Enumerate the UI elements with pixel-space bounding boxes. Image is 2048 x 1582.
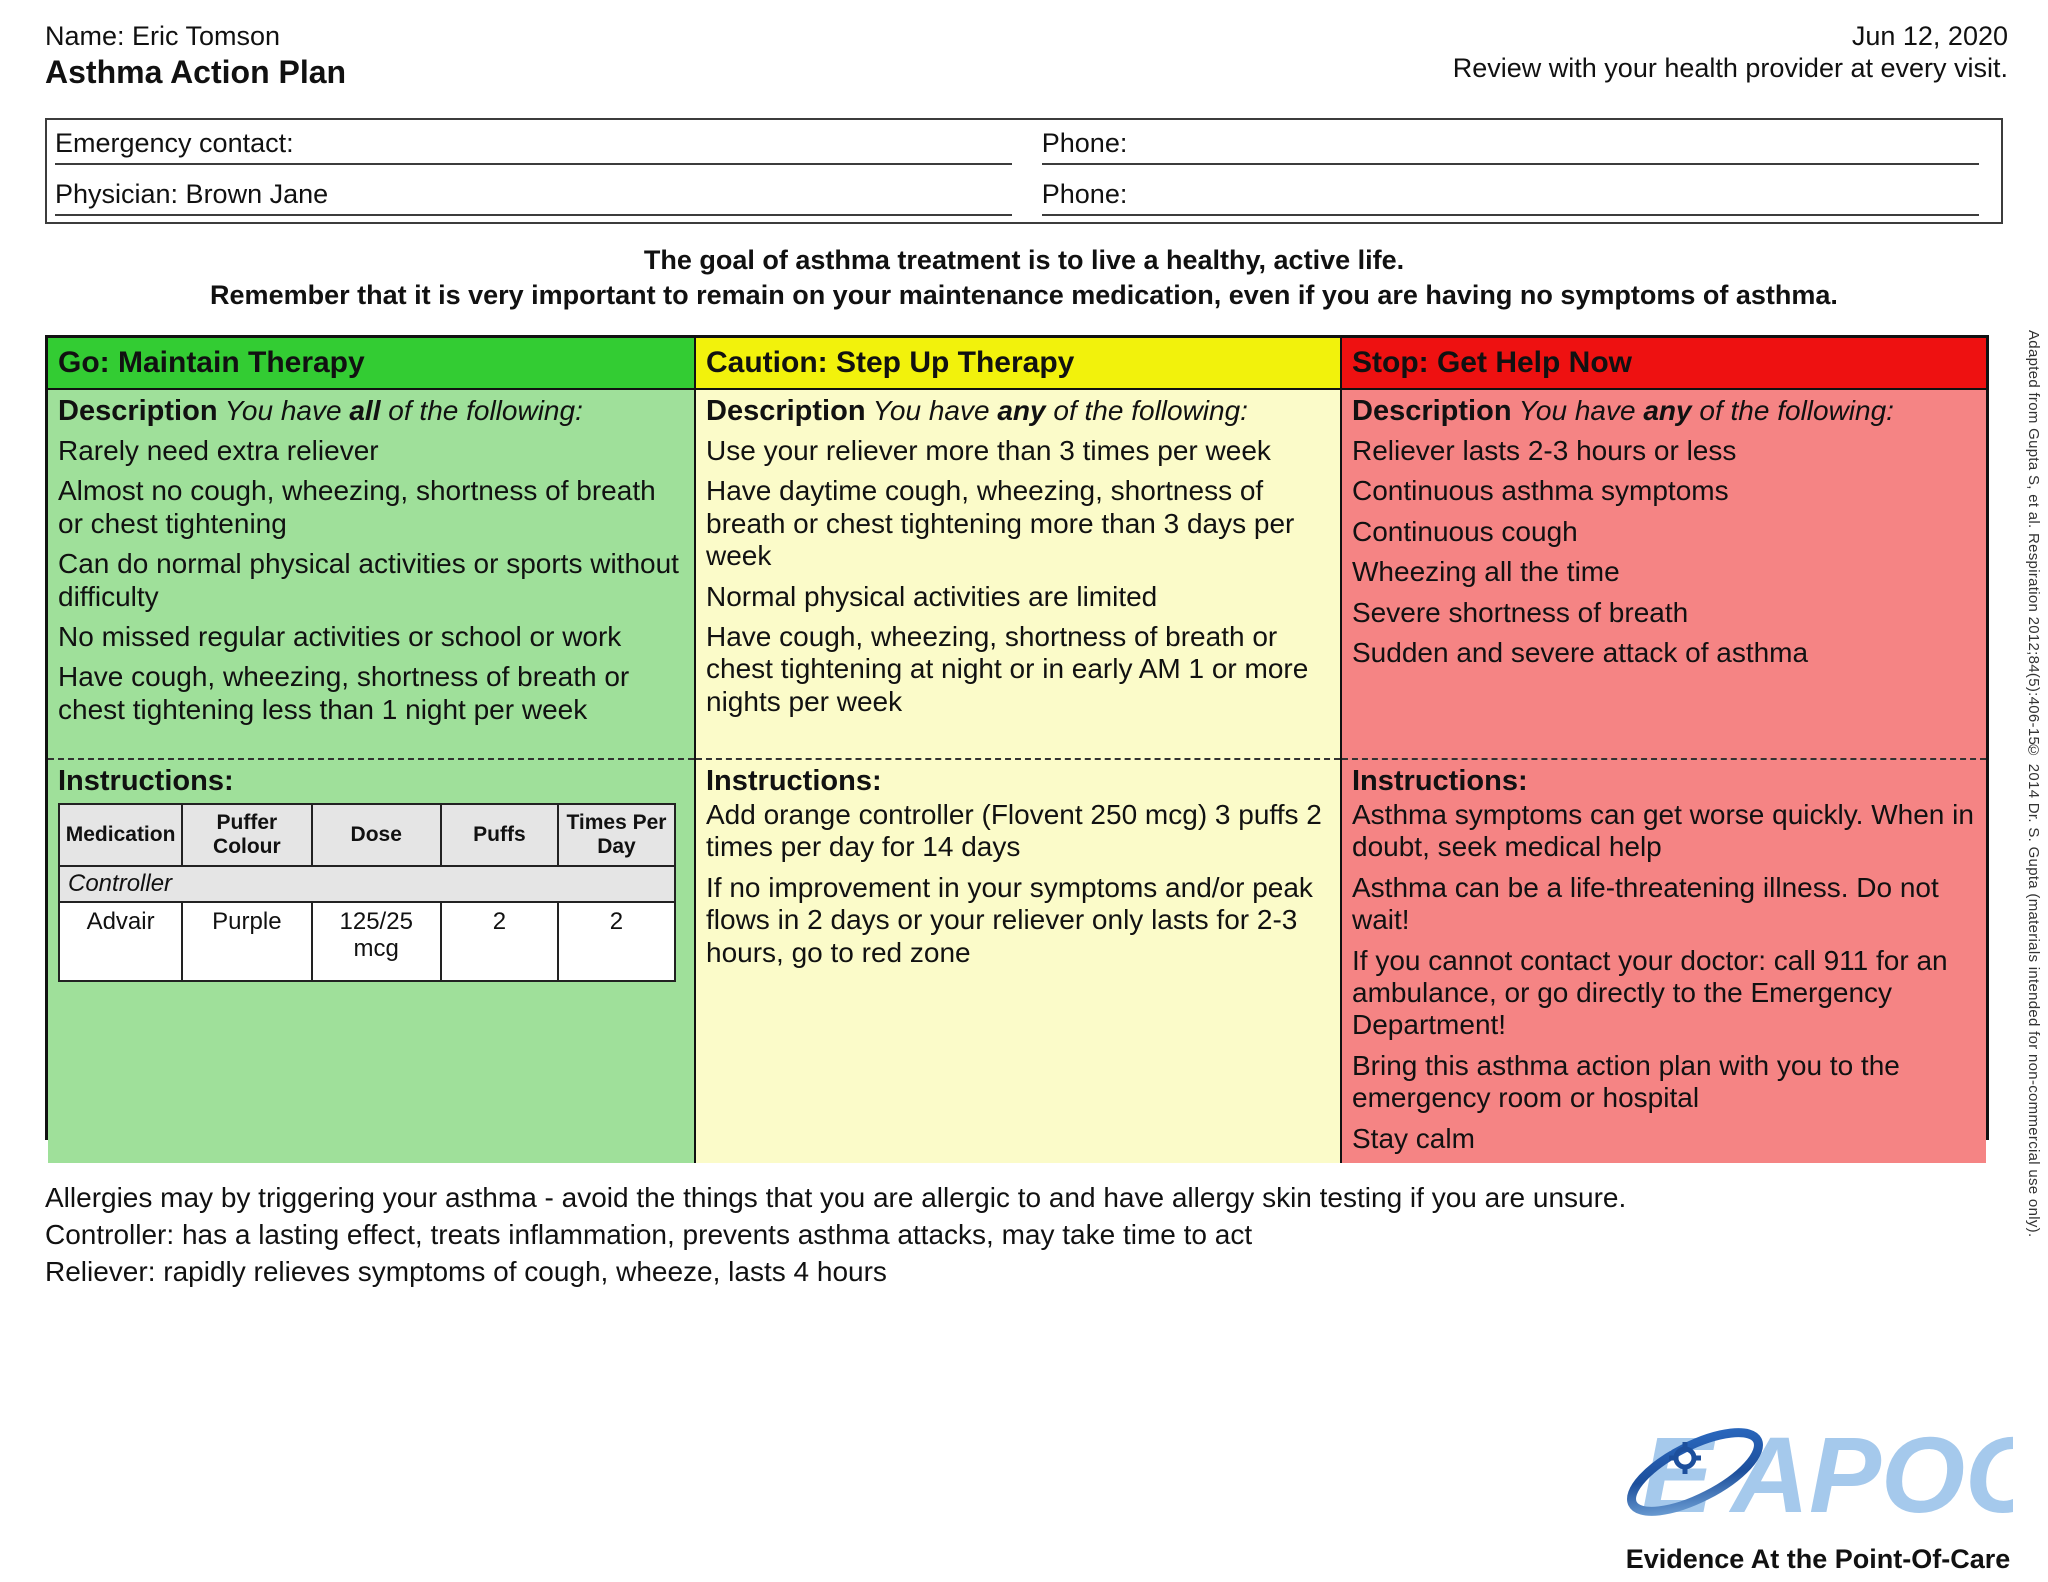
instructions-label: Instructions: [58, 765, 234, 797]
text-line: Continuous cough [1352, 515, 1578, 547]
eapoc-logo-graphic [1623, 1412, 2013, 1537]
logo-wordmark: APOC [1731, 1414, 2013, 1535]
description-intro-emphasis: all [349, 395, 381, 426]
description-intro: You have [217, 395, 350, 426]
text-line: Add orange controller (Flovent 250 mcg) 3 puffs 2 times per day for 14 days [706, 798, 1322, 863]
description-intro-tail: of the following: [1691, 395, 1894, 426]
physician-field [47, 171, 1034, 222]
emergency-phone-field [1034, 120, 2001, 171]
footnote-allergies: Allergies may by triggering your asthma - avoid the things that you are allergic to and have allergy skin testing if you are unsure. [45, 1182, 1627, 1213]
description-heading [1352, 395, 1976, 429]
footnote-controller: Controller: has a lasting effect, treats inflammation, prevents asthma attacks, may take time to act [45, 1218, 1253, 1250]
col-dose: Dose [312, 804, 441, 866]
citation-adapted: Adapted from Gupta S, et al. Respiration 2012;84(5):406-15. [2025, 330, 2042, 750]
text-line: Use your reliever more than 3 times per week [706, 434, 1271, 466]
footnotes [45, 1180, 1945, 1291]
cell-puffer-colour: Purple [182, 902, 311, 981]
text-line: Normal physical activities are limited [706, 580, 1158, 612]
contact-box [45, 118, 2003, 224]
physician-phone-field [1034, 171, 2001, 222]
col-times-per-day: Times Per Day [558, 804, 675, 866]
eapoc-logo [1618, 1412, 2018, 1575]
zone-red-instructions [1342, 760, 1986, 1163]
emergency-contact-field [47, 120, 1034, 171]
cell-medication: Advair [59, 902, 182, 981]
zone-red-header: Stop: Get Help Now [1342, 338, 1986, 390]
text-line: Can do normal physical activities or sports without difficulty [58, 548, 679, 612]
text-line: Have daytime cough, wheezing, shortness of breath or chest tightening more than 3 days per week [706, 475, 1295, 572]
page-title: Asthma Action Plan [45, 54, 347, 91]
header-left [45, 20, 346, 92]
description-label: Description [58, 395, 218, 427]
text-line: Continuous asthma symptoms [1352, 475, 1729, 507]
medication-row [59, 902, 675, 981]
text-line: No missed regular activities or school or work [58, 620, 622, 652]
cell-times-per-day: 2 [558, 902, 675, 981]
instructions-label: Instructions: [1352, 765, 1528, 797]
description-intro-tail: of the following: [380, 395, 583, 426]
description-items [58, 435, 684, 727]
medication-table [58, 803, 676, 982]
zone-yellow-instructions [696, 760, 1340, 1163]
instructions-items [1352, 799, 1976, 1156]
zone-red-description [1342, 390, 1986, 760]
citation-copyright: © 2014 Dr. S. Gupta (materials intended for non-commercial use only). [2025, 742, 2042, 1238]
goal-statement [0, 243, 2048, 313]
physician-phone-label: Phone: [1042, 179, 1979, 216]
description-label: Description [1352, 395, 1512, 427]
text-line: If you cannot contact your doctor: call 911 for an ambulance, or go directly to the Emergency Department! [1352, 944, 1948, 1041]
zone-green-description [48, 390, 694, 760]
text-line: Sudden and severe attack of asthma [1352, 636, 1809, 668]
text-line: If no improvement in your symptoms and/or peak flows in 2 days or your reliever only lasts for 2-3 hours, go to red zone [706, 871, 1313, 968]
text-line: Stay calm [1352, 1122, 1475, 1154]
text-line: Almost no cough, wheezing, shortness of breath or chest tightening [58, 475, 656, 539]
zone-green [48, 338, 694, 1163]
text-line: Bring this asthma action plan with you to the emergency room or hospital [1352, 1049, 1900, 1114]
zone-green-header: Go: Maintain Therapy [48, 338, 694, 390]
text-line: Rarely need extra reliever [58, 434, 379, 466]
description-intro: You have [865, 395, 998, 426]
medication-group-row [59, 866, 675, 902]
description-heading [58, 395, 684, 429]
zone-table [45, 335, 1989, 1154]
cell-dose: 125/25 mcg [312, 902, 441, 981]
text-line: Asthma can be a life-threatening illness. Do not wait! [1352, 871, 1939, 936]
text-line: Severe shortness of breath [1352, 596, 1689, 628]
patient-name: Name: Eric Tomson [45, 21, 281, 51]
text-line: Wheezing all the time [1352, 556, 1620, 588]
physician-label: Physician: Brown Jane [55, 179, 1012, 216]
description-intro-emphasis: any [997, 395, 1046, 426]
col-puffs: Puffs [441, 804, 558, 866]
emergency-contact-label: Emergency contact: [55, 128, 1012, 165]
description-intro-tail: of the following: [1045, 395, 1248, 426]
zone-red [1340, 338, 1986, 1163]
description-items [706, 435, 1330, 719]
text-line: Have cough, wheezing, shortness of breath or chest tightening less than 1 night per week [58, 661, 630, 725]
description-items [1352, 435, 1976, 670]
medication-table-header-row [59, 804, 675, 866]
cell-puffs: 2 [441, 902, 558, 981]
document-date: Jun 12, 2020 [1851, 21, 2008, 51]
zone-yellow [694, 338, 1340, 1163]
svg-text:E: E [1641, 1414, 1714, 1535]
zone-green-instructions [48, 760, 694, 1163]
footnote-reliever: Reliever: rapidly relieves symptoms of cough, wheeze, lasts 4 hours [45, 1255, 887, 1287]
goal-line-1: The goal of asthma treatment is to live a healthy, active life. [643, 245, 1405, 275]
goal-line-2: Remember that it is very important to remain on your maintenance medication, even if you are having no symptoms of asthma. [210, 280, 1838, 311]
col-puffer-colour: Puffer Colour [182, 804, 311, 866]
group-controller: Controller [59, 866, 675, 902]
zone-yellow-header: Caution: Step Up Therapy [696, 338, 1340, 390]
logo-caption: Evidence At the Point-Of-Care [1625, 1544, 2011, 1574]
text-line: Have cough, wheezing, shortness of breath or chest tightening at night or in early AM 1 or more nights per week [706, 620, 1309, 717]
description-intro: You have [1511, 395, 1644, 426]
instructions-label: Instructions: [706, 765, 882, 797]
description-intro-emphasis: any [1643, 395, 1692, 426]
review-note: Review with your health provider at every visit. [1452, 53, 2008, 84]
description-heading [706, 395, 1330, 429]
instructions-items [706, 799, 1330, 969]
zone-yellow-description [696, 390, 1340, 760]
text-line: Reliever lasts 2-3 hours or less [1352, 434, 1737, 466]
col-medication: Medication [59, 804, 182, 866]
header-right [1453, 20, 2008, 86]
emergency-phone-label: Phone: [1042, 128, 1979, 165]
description-label: Description [706, 395, 866, 427]
text-line: Asthma symptoms can get worse quickly. When in doubt, seek medical help [1352, 798, 1974, 863]
